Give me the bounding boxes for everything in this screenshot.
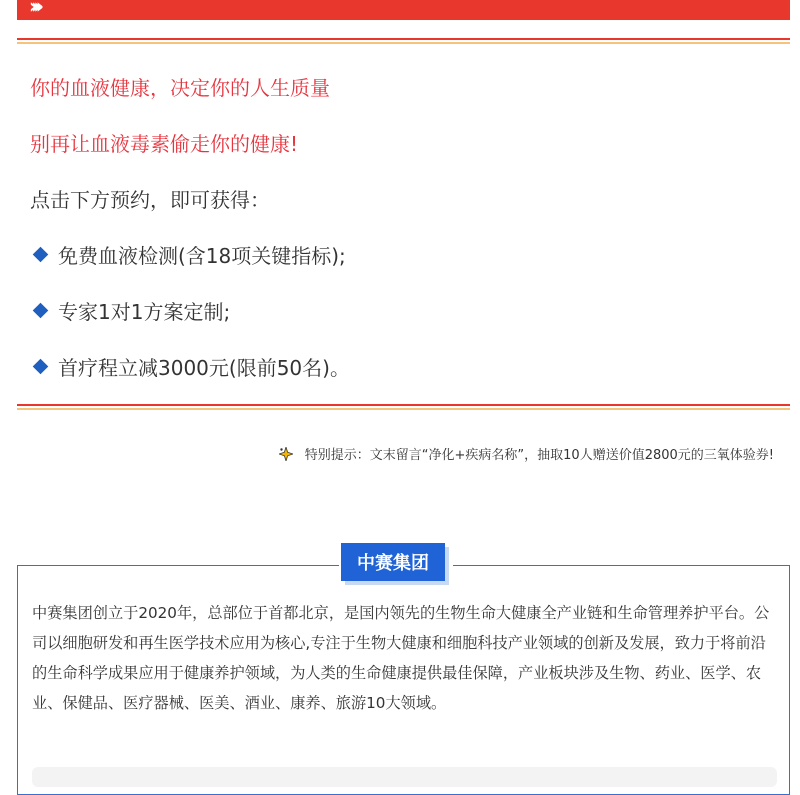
diamond-bullet-icon xyxy=(33,247,49,263)
benefit-text: 首疗程立减3000元(限前50名)。 xyxy=(58,356,350,380)
top-banner xyxy=(17,0,790,20)
benefit-item xyxy=(30,240,346,269)
cta-line: 点击下方预约，即可获得： xyxy=(30,188,270,212)
chevron-icons: ›››› xyxy=(29,0,38,18)
benefit-text: 专家1对1方案定制; xyxy=(58,300,231,324)
headline-2: 别再让血液毒素偷走你的健康! xyxy=(30,132,299,156)
headline-1: 你的血液健康，决定你的人生质量 xyxy=(30,76,330,100)
group-description: 中赛集团创立于2020年，总部位于首都北京，是国内领先的生物生命大健康全产业链和生命管理养护平台。公司以细胞研发和再生医学技术应用为核心,专注于生物大健康和细胞科技产业领域的创新及发展，致力于将前沿的生命科学成果应用于健康养护领域，为人类的生命健康提供最佳保障，产业板块涉及生物、药业、医学、农业、保健品、医疗器械、医美、酒业、康养、旅游10大领域。 xyxy=(32,604,770,712)
content-card xyxy=(32,767,777,787)
benefit-item xyxy=(30,296,230,325)
special-tip xyxy=(279,444,774,463)
tip-text: 特别提示：文末留言“净化+疾病名称”，抽取10人赠送价值2800元的三氧体验券! xyxy=(304,448,774,463)
bottom-divider xyxy=(17,404,790,410)
benefit-text: 免费血液检测(含18项关键指标); xyxy=(58,244,346,268)
sparkle-icon xyxy=(279,447,293,461)
diamond-bullet-icon xyxy=(33,303,49,319)
benefit-item xyxy=(30,352,350,381)
diamond-bullet-icon xyxy=(33,359,49,375)
group-title-badge xyxy=(339,541,453,588)
top-divider xyxy=(17,38,790,44)
group-title: 中赛集团 xyxy=(341,543,445,581)
